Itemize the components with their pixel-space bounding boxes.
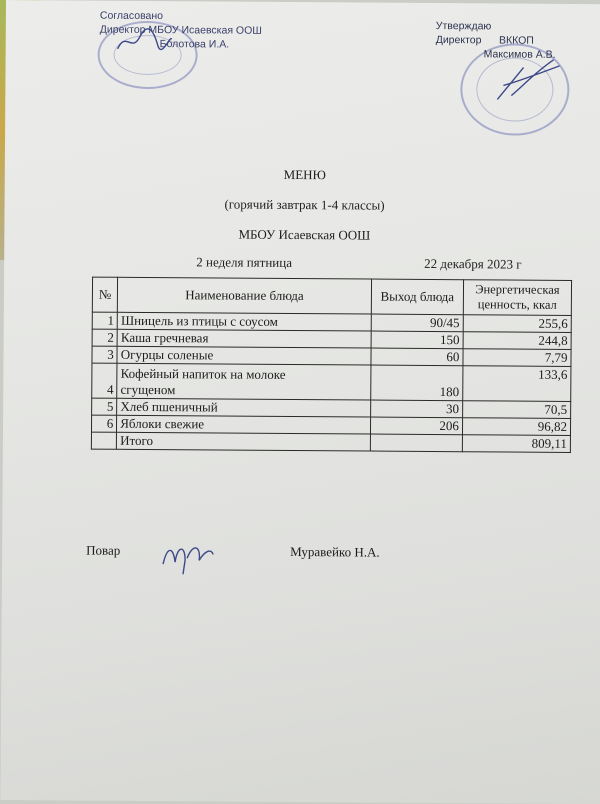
header-output: Выход блюда [371,279,463,315]
approval-left-name: Болотова И.А. [159,38,230,51]
header-energy [463,280,571,316]
row-output: 30 [370,400,462,418]
cook-role: Повар [86,542,121,558]
approval-left-position: Директор МБОУ Исаевская ООШ [99,23,262,37]
row-name: Каша гречневая [117,329,371,348]
cook-signature [157,536,217,576]
row-num: 5 [92,398,117,415]
row-name: Яблоки свежие [117,415,371,434]
row-kcal: 133,6 [463,366,571,402]
row-name [117,363,371,400]
menu-subtitle: (горячий завтрак 1-4 классы) [224,196,385,213]
total-num-empty [91,432,116,449]
row-num: 4 [92,363,117,398]
approval-right-org: ВККОП [498,34,534,47]
row-name: Шницель из птицы с соусом [117,312,371,331]
table-row [92,363,571,401]
signature-right [493,55,563,105]
signature-left [114,27,174,57]
row-kcal: 7,79 [463,349,571,367]
row-num: 3 [92,346,117,363]
week-day: 2 неделя пятница [196,254,293,271]
total-value: 809,11 [462,435,570,453]
row-kcal: 244,8 [463,332,571,350]
approval-right-name: Максимов А.В. [483,48,556,61]
header-energy-line2: ценность, ккал [477,297,557,312]
approval-left-heading: Согласовано [99,9,164,23]
approval-right-position [436,33,586,48]
row-kcal: 96,82 [462,418,570,436]
row-output: 180 [371,365,463,401]
row-output: 206 [370,417,462,435]
menu-date: 22 декабря 2023 г [424,255,522,272]
school-name: МБОУ Исаевская ООШ [238,226,371,243]
total-label: Итого [117,432,371,451]
row-name: Огурцы соленые [117,346,371,365]
header-energy-line1: Энергетическая [475,282,560,297]
row-name: Хлеб пшеничный [117,398,371,417]
cook-name: Муравейко Н.А. [290,543,380,560]
row-kcal: 70,5 [462,401,570,419]
row-output: 150 [371,331,463,349]
row-num: 2 [92,329,117,346]
row-kcal: 255,6 [463,315,571,333]
row-num: 1 [92,312,117,329]
table-header-row [92,277,571,315]
table-total-row [91,432,570,452]
row-name-line1: Кофейный напиток на молоке [120,365,286,382]
header-name: Наименование блюда [118,277,372,314]
row-num: 6 [91,415,116,432]
menu-title: МЕНЮ [283,166,326,183]
menu-table [91,277,572,453]
approval-right-role: Директор [435,34,482,47]
row-name-line2: сгущеном [120,381,176,398]
header-num: № [92,277,117,312]
total-output-empty [370,434,462,452]
row-output: 90/45 [371,314,463,332]
row-output: 60 [371,348,463,366]
approval-right-heading: Утверждаю [435,20,492,33]
